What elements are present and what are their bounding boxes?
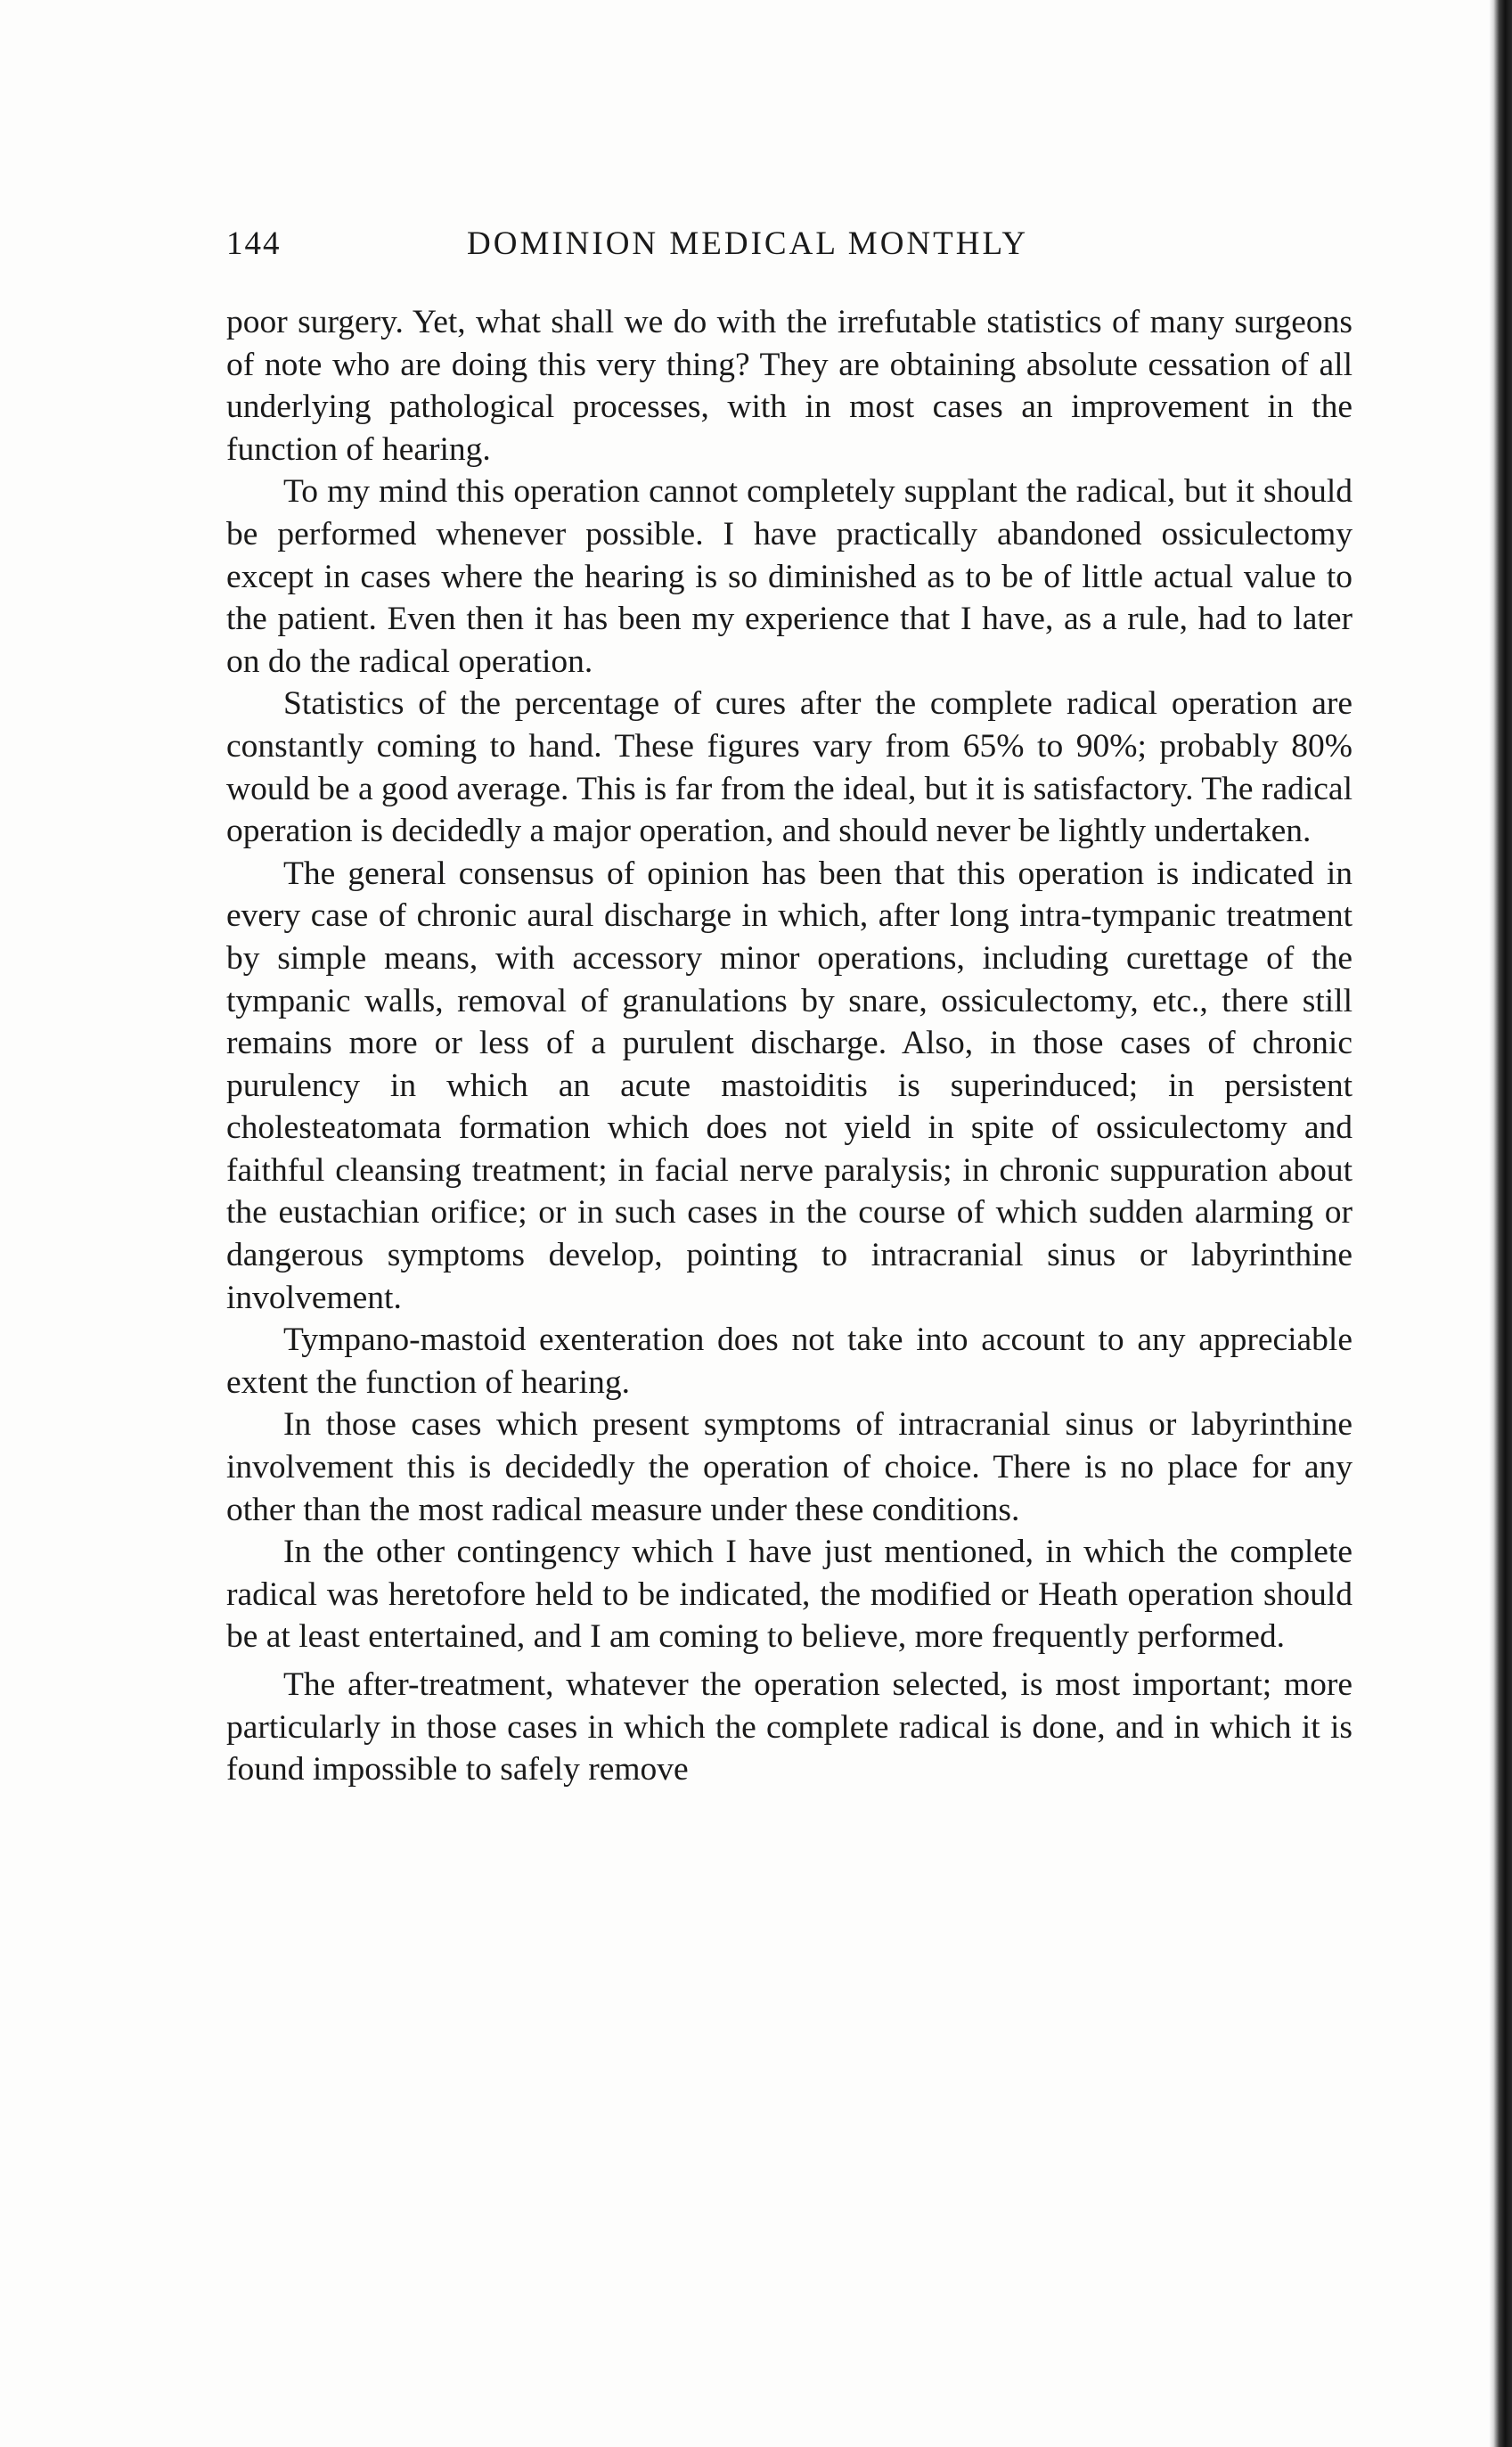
paragraph-7: In the other contingency which I have just mentioned, in which the complete radical was heretofore held to be indicated, the modified or Heath operation should be at least entertained, and I am coming to believe, more frequently performed. <box>226 1534 1353 1656</box>
article-body <box>226 301 1353 1791</box>
page-number: 144 <box>226 225 282 262</box>
paragraph-1: poor surgery. Yet, what shall we do with the irrefutable statistics of many surgeons of note who are doing this very thing? They are obtaining absolute cessation of all underlying pathological processes, with in most cases an improvement in the function of hearing. <box>226 304 1353 468</box>
paragraph-4: The general consensus of opinion has been that this operation is indicated in every case of chronic aural discharge in which, after long intra-tympanic treatment by simple means, with accessory minor operations, including curettage of the tympanic walls, removal of granulations by snare, ossiculectomy, etc., there still remains more or less of a purulent discharge. Also, in those cases of chronic purulency in which an acute mastoiditis is superinduced; in persistent cholesteatomata formation which does not yield in spite of ossiculectomy and faithful cleansing treatment; in facial nerve paralysis; in chronic suppuration about the eustachian orifice; or in such cases in the course of which sudden alarming or dangerous symptoms develop, pointing to intracranial sinus or labyrinthine involvement. <box>226 855 1353 1316</box>
paragraph-8: The after-treatment, whatever the operation selected, is most important; more particularly in those cases in which the complete radical is done, and in which it is found impossible to safely remove <box>226 1666 1353 1788</box>
running-head <box>226 225 1353 269</box>
journal-title: DOMINION MEDICAL MONTHLY <box>467 225 1029 262</box>
paragraph-3: Statistics of the percentage of cures after the complete radical operation are constantly coming to hand. These figures vary from 65% to 90%; probably 80% would be a good average. This is far from the ideal, but it is satisfactory. The radical operation is decidedly a major operation, and should never be lightly undertaken. <box>226 685 1353 850</box>
paragraph-6: In those cases which present symptoms of intracranial sinus or labyrinthine involvement this is decidedly the operation of choice. There is no place for any other than the most radical measure under these conditions. <box>226 1406 1353 1528</box>
binding-edge <box>1489 0 1512 2447</box>
paragraph-2: To my mind this operation cannot completely supplant the radical, but it should be performed whenever possible. I have practically abandoned ossiculectomy except in cases where the hearing is so diminished as to be of little actual value to the patient. Even then it has been my experience that I have, as a rule, had to later on do the radical operation. <box>226 473 1353 680</box>
paragraph-5: Tympano-mastoid exenteration does not take into account to any appreciable extent the function of hearing. <box>226 1322 1353 1401</box>
